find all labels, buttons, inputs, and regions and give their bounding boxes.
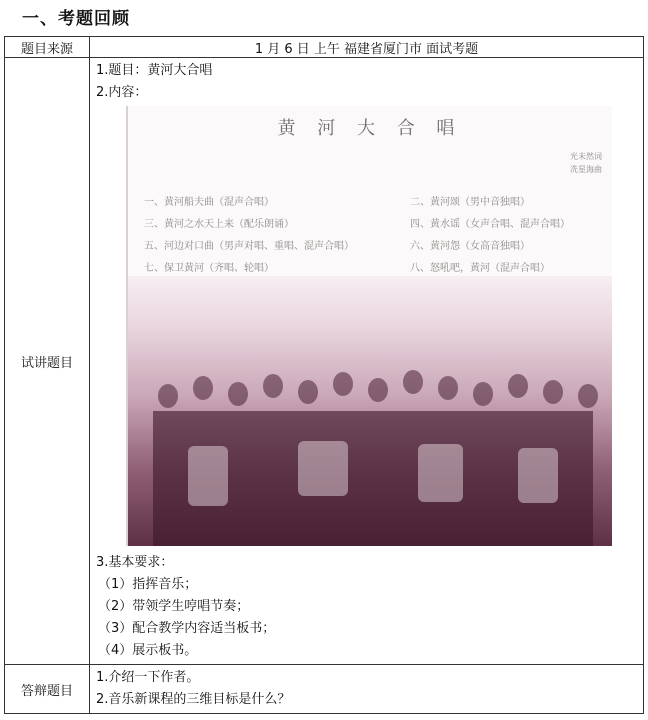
defense-question: 2.音乐新课程的三维目标是什么？ — [96, 692, 291, 707]
source-value: 1 月 6 日 上午 福建省厦门市 面试考题 — [90, 37, 644, 58]
book-item: 二、黄河颂（男中音独唱） — [410, 197, 530, 208]
requirement-item: （4）展示板书。 — [98, 643, 198, 658]
lecture-content-line: 2.内容： — [96, 85, 148, 100]
choir-photo — [128, 276, 612, 546]
lecture-title-line: 1.题目：黄河大合唱 — [96, 63, 213, 78]
lecture-row — [5, 58, 644, 665]
book-page-image — [126, 106, 612, 546]
source-row — [5, 37, 644, 58]
defense-row — [5, 665, 644, 714]
section-heading: 一、考题回顾 — [22, 9, 130, 29]
requirements-heading: 3.基本要求： — [96, 555, 174, 570]
book-credit-lyricist: 光未然词 — [570, 152, 602, 161]
defense-content — [90, 665, 644, 714]
book-title: 黄 河 大 合 唱 — [277, 118, 463, 139]
source-label: 题目来源 — [5, 37, 90, 58]
book-credit — [570, 150, 602, 176]
requirement-item: （3）配合教学内容适当板书； — [98, 621, 276, 636]
defense-question: 1.介绍一下作者。 — [96, 670, 200, 685]
book-item: 一、黄河船夫曲（混声合唱） — [144, 197, 274, 208]
book-item: 五、河边对口曲（男声对唱、重唱、混声合唱） — [144, 241, 354, 252]
exam-table — [4, 36, 644, 714]
book-credit-composer: 冼星海曲 — [570, 165, 602, 174]
defense-label: 答辩题目 — [5, 665, 90, 714]
lecture-content — [90, 58, 644, 665]
book-item: 六、黄河怨（女高音独唱） — [410, 241, 530, 252]
book-item: 七、保卫黄河（齐唱、轮唱） — [144, 263, 274, 274]
book-item: 八、怒吼吧，黄河（混声合唱） — [410, 263, 550, 274]
book-item: 四、黄水谣（女声合唱、混声合唱） — [410, 219, 570, 230]
requirement-item: （2）带领学生哼唱节奏； — [98, 599, 250, 614]
book-item: 三、黄河之水天上来（配乐朗诵） — [144, 219, 294, 230]
requirement-item: （1）指挥音乐； — [98, 577, 198, 592]
lecture-label: 试讲题目 — [5, 58, 90, 665]
